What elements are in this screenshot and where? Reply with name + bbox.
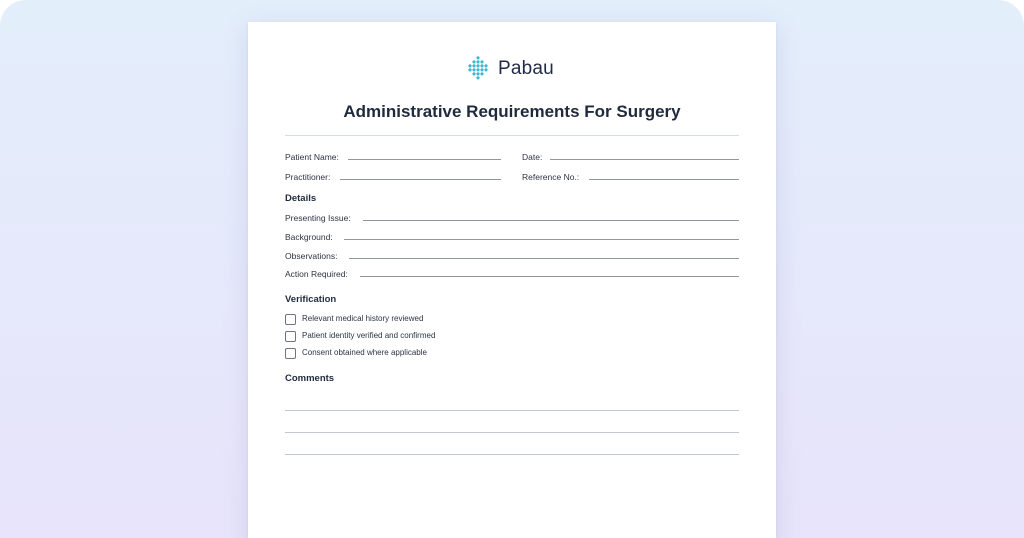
verification-item-label: Relevant medical history reviewed: [302, 314, 424, 323]
details-heading: Details: [285, 193, 317, 204]
presenting-issue-field[interactable]: [363, 220, 739, 221]
brand-name: Pabau: [498, 58, 554, 79]
date-field[interactable]: [550, 159, 739, 160]
presenting-issue-label: Presenting Issue:: [285, 213, 351, 223]
comments-line[interactable]: [285, 410, 739, 411]
patient-name-field[interactable]: [348, 159, 501, 160]
background-field[interactable]: [344, 239, 739, 240]
practitioner-label: Practitioner:: [285, 172, 331, 182]
verification-checkbox[interactable]: [285, 348, 296, 359]
comments-heading: Comments: [285, 373, 335, 384]
form-document: [248, 22, 776, 538]
action-required-field[interactable]: [360, 276, 739, 277]
pabau-diamond-logo-icon: [464, 55, 492, 83]
verification-checkbox[interactable]: [285, 331, 296, 342]
background-label: Background:: [285, 232, 333, 242]
observations-label: Observations:: [285, 251, 338, 261]
patient-name-label: Patient Name:: [285, 152, 339, 162]
reference-no-field[interactable]: [589, 179, 739, 180]
comments-line[interactable]: [285, 454, 739, 455]
title-divider: [285, 135, 739, 136]
comments-line[interactable]: [285, 432, 739, 433]
verification-item-label: Patient identity verified and confirmed: [302, 331, 436, 340]
form-title: Administrative Requirements For Surgery: [343, 102, 681, 121]
observations-field[interactable]: [349, 258, 739, 259]
verification-checkbox[interactable]: [285, 314, 296, 325]
practitioner-field[interactable]: [340, 179, 501, 180]
action-required-label: Action Required:: [285, 269, 348, 279]
brand-logo: [464, 55, 554, 83]
verification-heading: Verification: [285, 294, 337, 305]
reference-no-label: Reference No.:: [522, 172, 580, 182]
verification-item-label: Consent obtained where applicable: [302, 348, 427, 357]
date-label: Date:: [522, 152, 543, 162]
